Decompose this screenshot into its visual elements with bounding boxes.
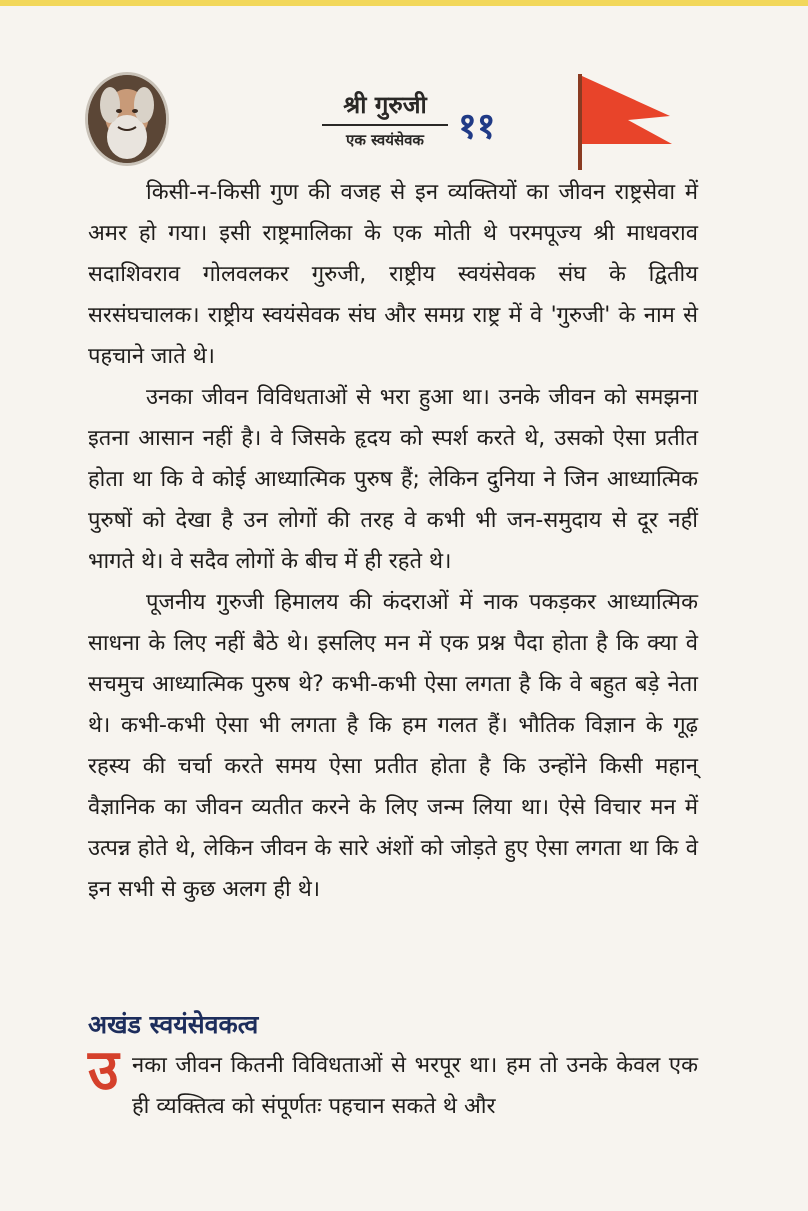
saffron-flag-icon — [570, 70, 680, 170]
page-header — [0, 60, 808, 170]
title-divider — [322, 124, 448, 126]
section-heading: अखंड स्वयंसेवकत्व — [88, 1010, 259, 1039]
running-title — [322, 90, 448, 150]
top-edge-strip — [0, 0, 808, 6]
body-text — [88, 172, 698, 910]
section-text: नका जीवन कितनी विविधताओं से भरपूर था। हम तो उनके केवल एक ही व्यक्तित्व को संपूर्णतः पहचान सकते थे और — [132, 1053, 698, 1119]
paragraph-3: पूजनीय गुरुजी हिमालय की कंदराओं में नाक पकड़कर आध्यात्मिक साधना के लिए नहीं बैठे थे। इसलिए मन में एक प्रश्न पैदा होता है कि क्या वे सचमुच आध्यात्मिक पुरुष थे? कभी-कभी ऐसा लगता है कि वे बहुत बड़े नेता थे। कभी-कभी ऐसा भी लगता है कि हम गलत हैं। भौतिक विज्ञान के गूढ़ रहस्य की चर्चा करते समय ऐसा प्रतीत होता है कि उन्होंने किसी महान् वैज्ञानिक का जीवन व्यतीत करने के लिए जन्म लिया था। ऐसे विचार मन में उत्पन्न होते थे, लेकिन जीवन के सारे अंशों को जोड़ते हुए ऐसा लगता था कि वे इन सभी से कुछ अलग ही थे। — [88, 590, 698, 902]
paragraph-1: किसी-न-किसी गुण की वजह से इन व्यक्तियों का जीवन राष्ट्रसेवा में अमर हो गया। इसी राष्ट्रमालिका के एक मोती थे परमपूज्य श्री माधवराव सदाशिवराव गोलवलकर गुरुजी, राष्ट्रीय स्वयंसेवक संघ के द्वितीय सरसंघचालक। राष्ट्रीय स्वयंसेवक संघ और समग्र राष्ट्र में वे 'गुरुजी' के नाम से पहचाने जाते थे। — [88, 180, 698, 369]
book-title: श्री गुरुजी — [343, 91, 427, 119]
drop-cap-letter: उ — [88, 1038, 119, 1103]
portrait-illustration — [88, 75, 166, 163]
book-subtitle: एक स्वयंसेवक — [346, 131, 424, 149]
section-paragraph — [88, 1038, 698, 1127]
paragraph-2: उनका जीवन विविधताओं से भरा हुआ था। उनके जीवन को समझना इतना आसान नहीं है। वे जिसके हृदय को स्पर्श करते थे, उसको ऐसा प्रतीत होता था कि वे कोई आध्यात्मिक पुरुष हैं; लेकिन दुनिया ने जिन आध्यात्मिक पुरुषों को देखा है उन लोगों की तरह वे कभी भी जन-समुदाय से दूर नहीं भागते थे। वे सदैव लोगों के बीच में ही रहते थे। — [88, 385, 698, 574]
portrait-photo — [85, 72, 169, 166]
page-number: ११ — [458, 106, 496, 147]
